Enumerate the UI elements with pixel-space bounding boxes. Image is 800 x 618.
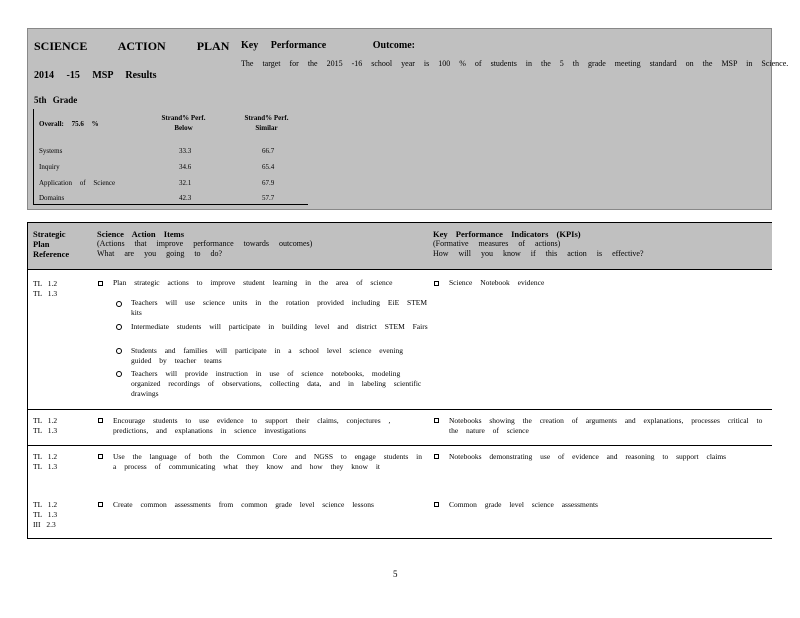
kpi-text: Notebooks showing the creation of arguments and explanations, processes critical to the nature of science [449, 416, 763, 435]
results-row [39, 163, 304, 175]
header-col2-title: Science Action Items [97, 229, 185, 239]
ref-item: TL 1.3 [33, 426, 58, 435]
strand-label: Inquiry [39, 163, 60, 171]
sub-action: Intermediate students will participate in building level and district STEM Fairs [131, 322, 428, 331]
below-header-line2: Below [174, 124, 193, 132]
sub-action: Teachers will provide instruction in use of science notebooks, modeling organized recordings of observations, collecting data, and in labeling scientific drawings [131, 369, 422, 398]
table-row [28, 277, 772, 409]
header-col1-line2: Plan [33, 239, 50, 249]
performance-outcome-panel [27, 28, 789, 210]
strategic-plan-reference-header [33, 229, 69, 259]
msp-results-table [33, 109, 308, 205]
bullet-circle-icon [116, 348, 122, 354]
ref-item: TL 1.2 [33, 452, 58, 461]
strategic-plan-refs [33, 416, 57, 436]
kpo-outcome-label: Outcome: [372, 40, 415, 51]
grade-heading: 5th Grade [34, 95, 78, 105]
page-number: 5 [393, 569, 398, 579]
below-column-header [156, 113, 211, 133]
checkbox-icon [98, 454, 103, 459]
action-text: Encourage students to use evidence to support their claims, conjectures , predictions, and explanations in science investigations [113, 416, 391, 435]
header-col2-line2: (Actions that improve performance towards outcomes) [97, 239, 313, 248]
strand-label: Application of Science [39, 179, 116, 187]
kpi-text: Science Notebook evidence [449, 278, 545, 287]
similar-header-line2: Similar [255, 124, 278, 132]
checkbox-icon [98, 281, 103, 286]
header-col2-line3: What are you going to do? [97, 249, 223, 258]
checkbox-icon [98, 502, 103, 507]
strategic-plan-refs [33, 452, 57, 472]
strand-similar-value: 66.7 [262, 147, 275, 155]
strand-label: Systems [39, 147, 63, 155]
kpi-text: Notebooks demonstrating use of evidence and reasoning to support claims [449, 452, 727, 461]
results-row [39, 179, 304, 191]
bullet-circle-icon [116, 324, 122, 330]
kpo-key-label: Key Performance [241, 40, 327, 51]
action-text: Plan strategic actions to improve student learning in the area of science [113, 278, 393, 287]
similar-column-header [239, 113, 294, 133]
kpo-target-text: The target for the 2015 -16 school year is 100 % of students in the 5 th grade meeting standard on the MSP in Science. [241, 59, 789, 68]
header-col3-title: Key Performance Indicators (KPIs) [433, 229, 581, 239]
strategic-plan-refs [33, 279, 57, 299]
action-plan-table [27, 222, 772, 539]
strand-below-value: 34.6 [179, 163, 192, 171]
sub-action: Students and families will participate in a school level science evening guided by teacher teams [131, 346, 404, 365]
results-row [39, 194, 304, 206]
table-row [28, 493, 772, 539]
page-title: SCIENCE ACTION PLAN [34, 39, 230, 53]
table-header [28, 223, 772, 270]
header-col1-line3: Reference [33, 249, 70, 259]
checkbox-icon [434, 502, 439, 507]
science-action-items-header [97, 229, 312, 259]
below-header-line1: Strand% Perf. [161, 114, 206, 122]
strand-similar-value: 57.7 [262, 194, 275, 202]
kpi-text: Common grade level science assessments [449, 500, 598, 509]
strand-similar-value: 67.9 [262, 179, 275, 187]
overall-score [39, 120, 105, 128]
strand-below-value: 32.1 [179, 179, 192, 187]
bullet-circle-icon [116, 371, 122, 377]
sub-action: Teachers will use science units in the rotation provided including EiE STEM kits [131, 298, 428, 317]
msp-results-heading: 2014 -15 MSP Results [34, 70, 157, 81]
overall-unit: % [91, 120, 99, 128]
overall-value: 75.6 [71, 120, 84, 128]
table-row [28, 445, 772, 493]
action-text: Create common assessments from common grade level science lessons [113, 500, 374, 509]
ref-item: TL 1.3 [33, 462, 58, 471]
results-row [39, 147, 304, 159]
bullet-circle-icon [116, 301, 122, 307]
strand-similar-value: 65.4 [262, 163, 275, 171]
ref-item: III 2.3 [33, 520, 56, 529]
ref-item: TL 1.3 [33, 289, 58, 298]
action-text: Use the language of both the Common Core and NGSS to engage students in a process of communicating what they know and how they know it [113, 452, 423, 471]
checkbox-icon [434, 281, 439, 286]
ref-item: TL 1.2 [33, 279, 58, 288]
similar-header-line1: Strand% Perf. [244, 114, 289, 122]
ref-item: TL 1.2 [33, 500, 58, 509]
checkbox-icon [434, 454, 439, 459]
key-performance-outcome-heading [241, 40, 415, 51]
overall-label: Overall: [39, 120, 64, 128]
strand-label: Domains [39, 194, 65, 202]
ref-item: TL 1.3 [33, 510, 58, 519]
kpi-header [433, 229, 644, 259]
strand-below-value: 42.3 [179, 194, 192, 202]
header-col3-line3: How will you know if this action is effective? [433, 249, 644, 258]
strategic-plan-refs [33, 500, 57, 530]
table-row [28, 409, 772, 445]
checkbox-icon [434, 418, 439, 423]
header-col1-line1: Strategic [33, 229, 66, 239]
checkbox-icon [98, 418, 103, 423]
header-col3-line2: (Formative measures of actions) [433, 239, 561, 248]
ref-item: TL 1.2 [33, 416, 58, 425]
strand-below-value: 33.3 [179, 147, 192, 155]
